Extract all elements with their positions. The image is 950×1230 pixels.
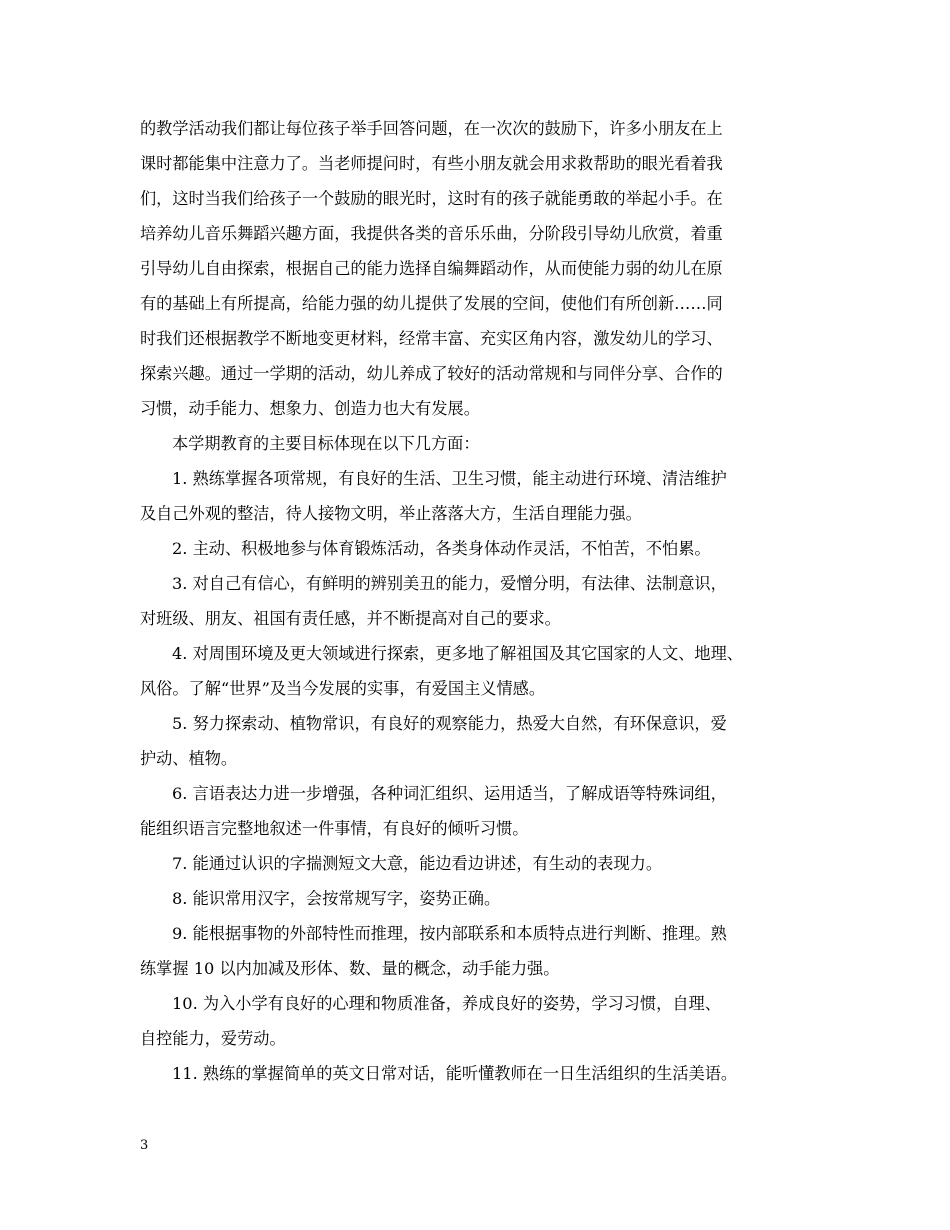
list-item-continuation: 护动、植物。 — [140, 749, 238, 768]
list-item: 1. 熟练掌握各项常规，有良好的生活、卫生习惯，能主动进行环境、清洁维护 — [172, 469, 727, 488]
text-line: 课时都能集中注意力了。当老师提问时，有些小朋友就会用求救帮助的眼光看着我 — [140, 154, 723, 173]
list-item: 10. 为入小学有良好的心理和物质准备，养成良好的姿势，学习习惯，自理、 — [172, 994, 721, 1013]
list-item: 3. 对自己有信心，有鲜明的辨别美丑的能力，爱憎分明，有法律、法制意识， — [172, 574, 727, 593]
list-item-continuation: 自控能力，爱劳动。 — [140, 1029, 286, 1048]
text-line: 引导幼儿自由探索，根据自己的能力选择自编舞蹈动作，从而使能力弱的幼儿在原 — [140, 259, 723, 278]
page-number: 3 — [140, 1138, 149, 1153]
text-line: 时我们还根据教学不断地变更材料，经常丰富、充实区角内容，激发幼儿的学习、 — [140, 329, 723, 348]
text-line: 习惯，动手能力、想象力、创造力也大有发展。 — [140, 399, 480, 418]
list-item: 7. 能通过认识的字揣测短文大意，能边看边讲述，有生动的表现力。 — [172, 854, 663, 873]
list-item: 8. 能识常用汉字，会按常规写字，姿势正确。 — [172, 889, 501, 908]
list-item: 9. 能根据事物的外部特性而推理，按内部联系和本质特点进行判断、推理。熟 — [172, 924, 727, 943]
list-item: 5. 努力探索动、植物常识，有良好的观察能力，热爱大自然，有环保意识，爱 — [172, 714, 727, 733]
list-item-continuation: 对班级、朋友、祖国有责任感，并不断提高对自己的要求。 — [140, 609, 561, 628]
text-line: 有的基础上有所提高，给能力强的幼儿提供了发展的空间，使他们有所创新……同 — [140, 294, 723, 313]
list-item: 4. 对周围环境及更大领域进行探索，更多地了解祖国及其它国家的人文、地理、 — [172, 644, 743, 663]
list-item: 11. 熟练的掌握简单的英文日常对话，能听懂教师在一日生活组织的生活美语。 — [172, 1064, 738, 1083]
text-line: 培养幼儿音乐舞蹈兴趣方面，我提供各类的音乐乐曲，分阶段引导幼儿欣赏，着重 — [140, 224, 723, 243]
section-intro: 本学期教育的主要目标体现在以下几方面： — [172, 434, 480, 453]
list-item-continuation: 风俗。了解“世界”及当今发展的实事，有爱国主义情感。 — [140, 679, 546, 698]
list-item: 6. 言语表达力进一步增强，各种词汇组织、运用适当，了解成语等特殊词组， — [172, 784, 727, 803]
text-line: 们，这时当我们给孩子一个鼓励的眼光时，这时有的孩子就能勇敢的举起小手。在 — [140, 189, 723, 208]
list-item-continuation: 及自己外观的整洁，待人接物文明，举止落落大方，生活自理能力强。 — [140, 504, 642, 523]
list-item-continuation: 能组织语言完整地叙述一件事情，有良好的倾听习惯。 — [140, 819, 529, 838]
text-line: 的教学活动我们都让每位孩子举手回答问题，在一次次的鼓励下，许多小朋友在上 — [140, 119, 723, 138]
list-item-continuation: 练掌握 10 以内加减及形体、数、量的概念，动手能力强。 — [140, 959, 560, 978]
list-item: 2. 主动、积极地参与体育锻炼活动，各类身体动作灵活，不怕苦，不怕累。 — [172, 539, 711, 558]
text-line: 探索兴趣。通过一学期的活动，幼儿养成了较好的活动常规和与同伴分享、合作的 — [140, 364, 723, 383]
